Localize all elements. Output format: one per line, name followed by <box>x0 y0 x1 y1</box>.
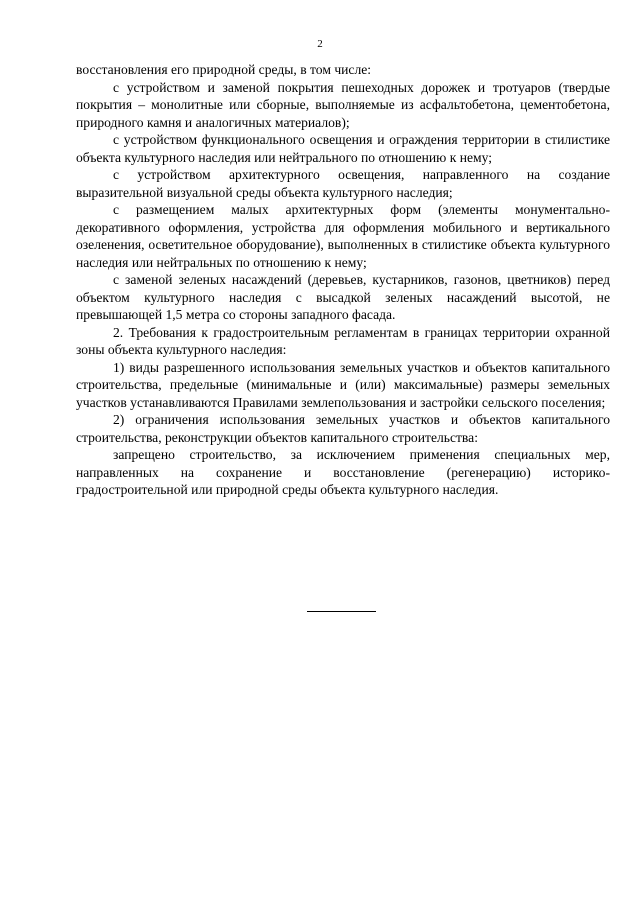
paragraph: запрещено строительство, за исключением применения специальных мер, направленных на сохранение и восстановление (регенерацию) историко-градостроительной или природной среды объекта культурного наследия. <box>76 447 610 497</box>
paragraph: с устройством функционального освещения и ограждения территории в стилистике объекта культурного наследия или нейтрального по отношению к нему; <box>76 132 610 165</box>
paragraph: с устройством и заменой покрытия пешеходных дорожек и тротуаров (твердые покрытия – монолитные или сборные, выполняемые из асфальтобетона, цементобетона, природного камня и аналогичных материалов); <box>76 79 610 130</box>
page-number: 2 <box>317 38 323 50</box>
paragraph: с устройством архитектурного освещения, направленного на создание выразительной визуальной среды объекта культурного наследия; <box>76 167 610 200</box>
paragraph: 1) виды разрешенного использования земельных участков и объектов капитального строительства, предельные (минимальные и (или) максимальные) размеры земельных участков устанавливаются Правилами землепользования и застройки сельского поселения; <box>76 359 610 410</box>
paragraph: 2. Требования к градостроительным регламентам в границах территории охранной зоны объекта культурного наследия: <box>76 324 610 357</box>
paragraph: восстановления его природной среды, в том числе: <box>76 62 372 77</box>
paragraph: с размещением малых архитектурных форм (элементы монументально-декоративного оформления, устройства для оформления мобильного и вертикального озеленения, осветительное оборудование), выполненных в стилистике объекта культурного наследия или нейтральных по отношению к нему; <box>76 202 610 270</box>
paragraph: 2) ограничения использования земельных участков и объектов капитального строительства, реконструкции объектов капитального строительства: <box>76 412 610 445</box>
paragraph: с заменой зеленых насаждений (деревьев, кустарников, газонов, цветников) перед объектом культурного наследия с высадкой зеленых насаждений высотой, не превышающей 1,5 метра со стороны западного фасада. <box>76 272 610 322</box>
document-body <box>76 61 610 499</box>
end-separator-line <box>307 611 376 612</box>
